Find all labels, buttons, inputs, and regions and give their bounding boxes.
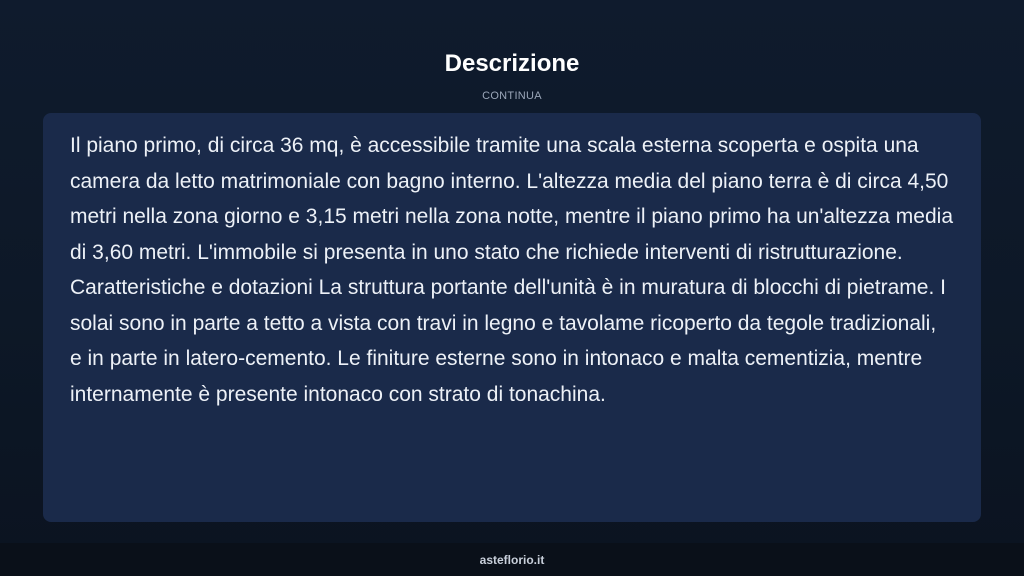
continue-subtitle: CONTINUA [482,90,542,102]
description-text: Il piano primo, di circa 36 mq, è accessibile tramite una scala esterna scoperta e ospita una camera da letto matrimoniale con bagno interno. L'altezza media del piano terra è di circa 4,50 metri nella zona giorno e 3,15 metri nella zona notte, mentre il piano primo ha un'altezza media di 3,60 metri. L'immobile si presenta in uno stato che richiede interventi di ristrutturazione. Caratteristiche e dotazioni La struttura portante dell'unità è in muratura di blocchi di pietrame. I solai sono in parte a tetto a vista con travi in legno e tavolame ricoperto da tegole tradizionali, e in parte in latero-cemento. Le finiture esterne sono in intonaco e malta cementizia, mentre internamente è presente intonaco con strato di tonachina. [70,134,954,406]
page-title: Descrizione [444,50,580,77]
footer-site-name: asteflorio.it [479,553,545,567]
description-card [43,113,981,522]
